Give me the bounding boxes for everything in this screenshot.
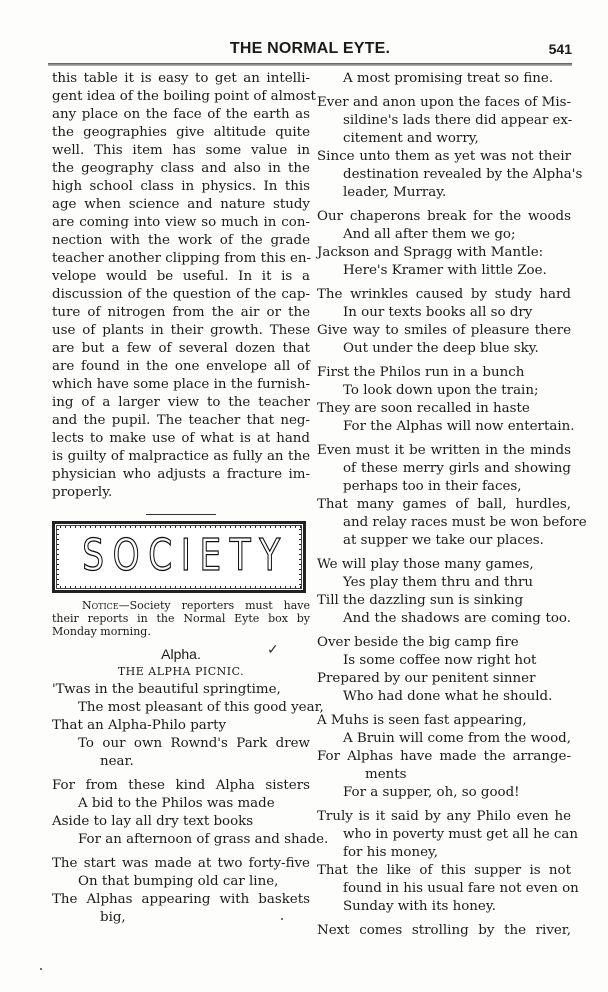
right-column bbox=[317, 70, 587, 940]
prose-line: ing of a larger view to the teacher bbox=[52, 395, 310, 410]
poem-stanza bbox=[317, 808, 579, 916]
poem-line: On that bumping old car line, bbox=[78, 874, 279, 889]
poem-line: A most promising treat so fine. bbox=[343, 71, 554, 86]
poem-stanza bbox=[52, 681, 324, 771]
poem-stanza bbox=[317, 364, 575, 436]
poem-line: First the Philos run in a bunch bbox=[317, 365, 525, 380]
poem-line: found in his usual fare not even on bbox=[343, 881, 579, 896]
poem-line: For an afternoon of grass and shade. bbox=[78, 832, 329, 847]
article-continuation bbox=[52, 70, 316, 502]
poem-right bbox=[317, 70, 587, 940]
poem-stanza bbox=[317, 634, 571, 706]
poem-line: For a supper, oh, so good! bbox=[343, 785, 520, 800]
notice-text: —Society reporters must have their reports in the Normal Eyte box by Monday morning. bbox=[52, 599, 310, 638]
poem-line: A Bruin will come from the wood, bbox=[343, 731, 571, 746]
poem-line: sildine's lads there did appear ex- bbox=[343, 113, 573, 128]
society-banner bbox=[52, 521, 306, 593]
poem-line: The most pleasant of this good year, bbox=[78, 700, 324, 715]
poem-stanza bbox=[317, 286, 571, 358]
poem-line: Truly is it said by any Philo even he bbox=[317, 809, 571, 824]
poem-line: Give way to smiles of pleasure there bbox=[317, 323, 571, 338]
prose-line: gent idea of the boiling point of almost bbox=[52, 89, 316, 104]
prose-line: and the pupil. The teacher that neg- bbox=[52, 413, 310, 428]
poem-line: And all after them we go; bbox=[343, 227, 516, 242]
poem-line: Aside to lay all dry text books bbox=[52, 814, 254, 829]
poem-stanza bbox=[52, 855, 310, 927]
prose-line: the geographies give altitude quite bbox=[52, 125, 310, 140]
poem-line: For from these kind Alpha sisters bbox=[52, 778, 310, 793]
poem-line: perhaps too in their faces, bbox=[343, 479, 522, 494]
page-header bbox=[48, 40, 572, 62]
prose-line: are coming into view so much in con- bbox=[52, 215, 310, 230]
poem-line: A bid to the Philos was made bbox=[78, 796, 275, 811]
poem-line: Prepared by our penitent sinner bbox=[317, 671, 536, 686]
prose-line: is guilty of malpractice as fully an the bbox=[52, 449, 310, 464]
poem-line: Ever and anon upon the faces of Mis- bbox=[317, 95, 571, 110]
poem-line: The start was made at two forty-five bbox=[52, 856, 310, 871]
poem-line: The Alphas appearing with baskets bbox=[52, 892, 310, 907]
poem-line: Sunday with its honey. bbox=[343, 899, 496, 914]
society-banner-text: SOCIETY bbox=[82, 530, 289, 581]
poem-line: For the Alphas will now entertain. bbox=[343, 419, 575, 434]
poem-line: citement and worry, bbox=[343, 131, 479, 146]
prose-line: discussion of the question of the cap- bbox=[52, 287, 310, 302]
society-name-heading: Alpha. bbox=[161, 646, 201, 662]
poem-line: Out under the deep blue sky. bbox=[343, 341, 539, 356]
poem-line: Our chaperons break for the woods bbox=[317, 209, 571, 224]
poem-line: That the like of this supper is not bbox=[317, 863, 571, 878]
prose-line: velope would be useful. In it is a bbox=[52, 269, 310, 284]
poem-line: In our texts books all so dry bbox=[343, 305, 533, 320]
prose-line: well. This item has some value in bbox=[52, 143, 310, 158]
prose-line: ture of nitrogen from the air or the bbox=[52, 305, 310, 320]
poem-line: at supper we take our places. bbox=[343, 533, 544, 548]
poem-line: The wrinkles caused by study hard bbox=[317, 287, 571, 302]
notice-label: Notice bbox=[82, 599, 119, 612]
poem-line: Yes play them thru and thru bbox=[343, 575, 534, 590]
poem-line: Is some coffee now right hot bbox=[343, 653, 537, 668]
notice-paragraph bbox=[52, 599, 310, 638]
check-mark-icon: ✓ bbox=[267, 642, 279, 658]
poem-line: For Alphas have made the arrange- bbox=[317, 749, 571, 764]
page-number: 541 bbox=[548, 41, 572, 57]
poem-line: ments bbox=[365, 767, 407, 782]
poem-line: Jackson and Spragg with Mantle: bbox=[317, 245, 544, 260]
prose-line: high school class in physics. In this bbox=[52, 179, 310, 194]
prose-line: any place on the face of the earth as bbox=[52, 107, 310, 122]
poem-line: To look down upon the train; bbox=[343, 383, 539, 398]
prose-line: which have some place in the furnish- bbox=[52, 377, 310, 392]
poem-left bbox=[52, 681, 329, 927]
article-title: THE ALPHA PICNIC. bbox=[117, 665, 245, 678]
poem-line: near. bbox=[100, 754, 134, 769]
prose-line: lects to make use of what is at hand bbox=[52, 431, 310, 446]
poem-line: Even must it be written in the minds bbox=[317, 443, 571, 458]
poem-stanza bbox=[317, 70, 571, 88]
header-rule bbox=[48, 63, 572, 66]
poem-line: destination revealed by the Alpha's bbox=[343, 167, 583, 182]
prose-line: properly. bbox=[52, 485, 113, 500]
poem-line: Till the dazzling sun is sinking bbox=[317, 593, 524, 608]
prose-line: are found in the one envelope all of bbox=[52, 359, 310, 374]
poem-stanza bbox=[317, 556, 571, 628]
poem-line: of these merry girls and showing bbox=[343, 461, 571, 476]
prose-line: use of plants in their growth. These bbox=[52, 323, 310, 338]
poem-line: 'Twas in the beautiful springtime, bbox=[52, 682, 281, 697]
prose-line: are but a few of several dozen that bbox=[52, 341, 310, 356]
prose-line: nection with the work of the grade bbox=[52, 233, 310, 248]
poem-line: and relay races must be won before bbox=[343, 515, 587, 530]
section-separator bbox=[146, 514, 216, 515]
poem-line: Here's Kramer with little Zoe. bbox=[343, 263, 547, 278]
poem-line: They are soon recalled in haste bbox=[317, 401, 530, 416]
poem-line: That many games of ball, hurdles, bbox=[317, 497, 571, 512]
poem-line: And the shadows are coming too. bbox=[343, 611, 571, 626]
poem-line: Since unto them as yet was not their bbox=[317, 149, 571, 164]
poem-line: big, bbox=[100, 910, 126, 925]
poem-line: Next comes strolling by the river, bbox=[317, 923, 571, 938]
poem-line: Who had done what he should. bbox=[343, 689, 553, 704]
poem-stanza bbox=[317, 442, 587, 550]
poem-line: leader, Murray. bbox=[343, 185, 447, 200]
poem-line: That an Alpha-Philo party bbox=[52, 718, 227, 733]
prose-line: age when science and nature study bbox=[52, 197, 310, 212]
poem-line: A Muhs is seen fast appearing, bbox=[317, 713, 527, 728]
poem-line: for his money, bbox=[343, 845, 439, 860]
journal-title: THE NORMAL EYTE. bbox=[229, 40, 391, 57]
prose-line: the geography class and also in the bbox=[52, 161, 310, 176]
poem-line: We will play those many games, bbox=[317, 557, 534, 572]
poem-stanza bbox=[52, 777, 329, 849]
left-column bbox=[52, 70, 329, 927]
poem-stanza bbox=[317, 208, 571, 280]
poem-line: Over beside the big camp fire bbox=[317, 635, 519, 650]
poem-stanza bbox=[317, 712, 571, 802]
poem-stanza bbox=[317, 94, 583, 202]
scan-speck bbox=[281, 918, 283, 920]
prose-line: physician who adjusts a fracture im- bbox=[52, 467, 310, 482]
scan-speck bbox=[40, 968, 42, 970]
prose-line: this table it is easy to get an intelli- bbox=[52, 71, 310, 86]
poem-line: To our own Rownd's Park drew bbox=[78, 736, 310, 751]
poem-line: who in poverty must get all he can bbox=[343, 827, 578, 842]
poem-stanza bbox=[317, 922, 571, 940]
prose-line: teacher another clipping from this en- bbox=[52, 251, 312, 266]
